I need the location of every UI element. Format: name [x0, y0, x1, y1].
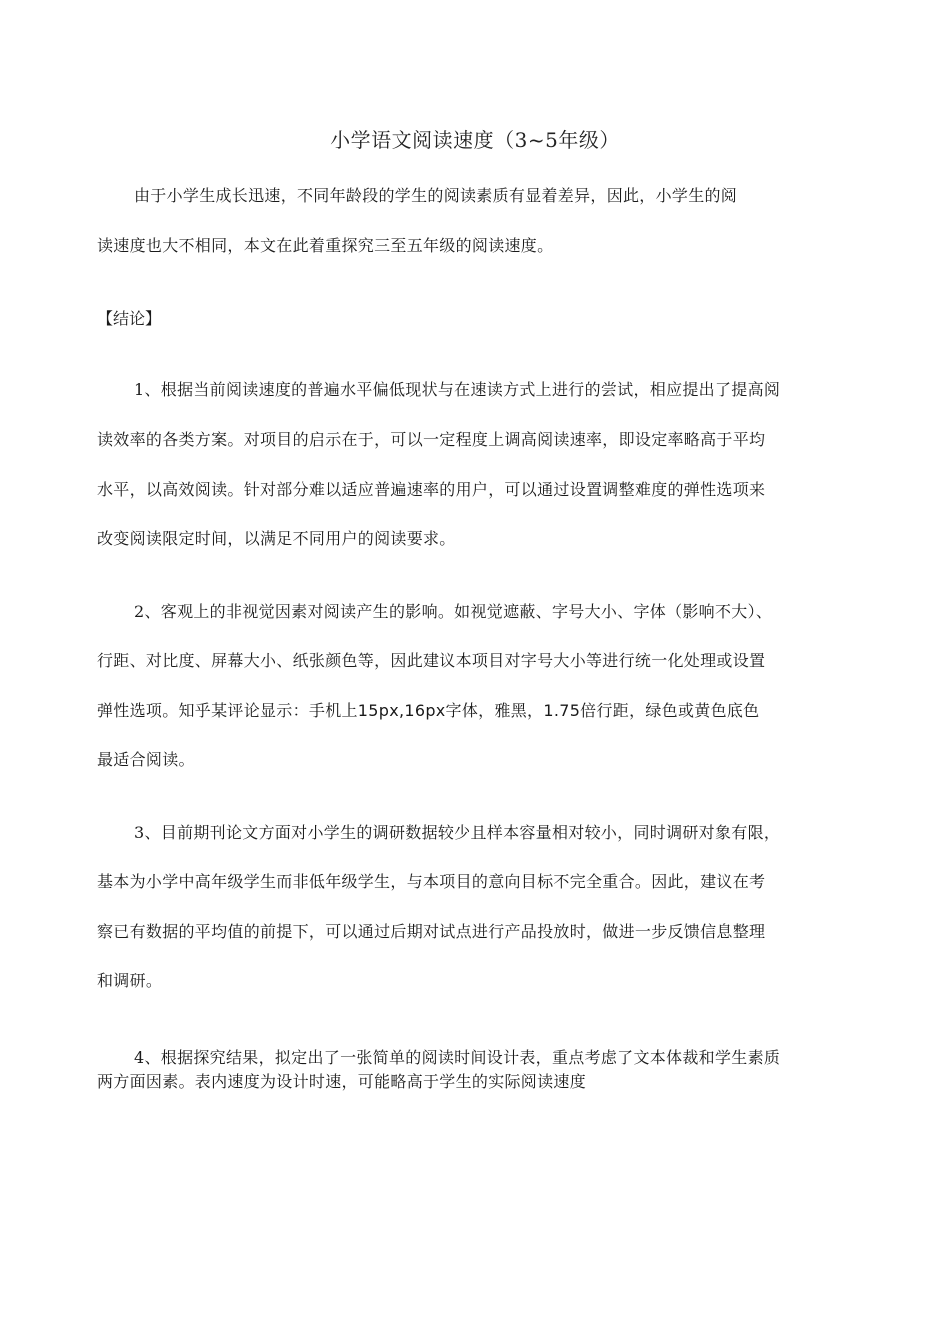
section-2-line-1 [134, 602, 772, 622]
section-2-line-3: 弹性选项。知乎某评论显示：手机上15px,16px字体，雅黑，1.75倍行距，绿色或黄色底色 [97, 701, 760, 720]
section-2-number: 2 [134, 602, 145, 621]
section-1-number: 1 [134, 380, 145, 399]
section-3-line-4: 和调研。 [97, 971, 163, 990]
intro-line-2: 读速度也大不相同，本文在此着重探究三至五年级的阅读速度。 [97, 236, 554, 255]
section-3-line-1 [134, 823, 780, 843]
section-3-text: 、目前期刊论文方面对小学生的调研数据较少且样本容量相对较小，同时调研对象有限， [144, 823, 781, 842]
section-1-text: 、根据当前阅读速度的普遍水平偏低现状与在速读方式上进行的尝试，相应提出了提高阅 [144, 380, 781, 399]
section-4-line-2: 两方面因素。表内速度为设计时速，可能略高于学生的实际阅读速度 [97, 1072, 587, 1091]
section-1-line-4: 改变阅读限定时间，以满足不同用户的阅读要求。 [97, 529, 456, 548]
section-3-number: 3 [134, 823, 145, 842]
section-3-line-2: 基本为小学中高年级学生而非低年级学生，与本项目的意向目标不完全重合。因此，建议在考 [97, 872, 766, 891]
section-4-line-1 [134, 1048, 780, 1068]
intro-line-1: 由于小学生成长迅速，不同年龄段的学生的阅读素质有显着差异，因此，小学生的阅 [134, 186, 738, 205]
section-4-number: 4 [134, 1048, 145, 1067]
section-2-line-2: 行距、对比度、屏幕大小、纸张颜色等，因此建议本项目对字号大小等进行统一化处理或设置 [97, 651, 766, 670]
section-2-text: 、客观上的非视觉因素对阅读产生的影响。如视觉遮蔽、字号大小、字体（影响不大）、 [144, 602, 773, 621]
section-2-line-4: 最适合阅读。 [97, 750, 195, 769]
section-3-line-3: 察已有数据的平均值的前提下，可以通过后期对试点进行产品投放时，做进一步反馈信息整理 [97, 922, 766, 941]
section-1-line-1 [134, 380, 780, 400]
section-4-text: 、根据探究结果，拟定出了一张简单的阅读时间设计表，重点考虑了文本体裁和学生素质 [144, 1048, 781, 1067]
section-1-line-3: 水平，以高效阅读。针对部分难以适应普遍速率的用户，可以通过设置调整难度的弹性选项来 [97, 480, 766, 499]
conclusion-heading: 【结论】 [97, 309, 162, 328]
section-1-line-2: 读效率的各类方案。对项目的启示在于，可以一定程度上调高阅读速率，即设定率略高于平均 [97, 430, 766, 449]
document-title: 小学语文阅读速度（3~5年级） [330, 128, 620, 152]
